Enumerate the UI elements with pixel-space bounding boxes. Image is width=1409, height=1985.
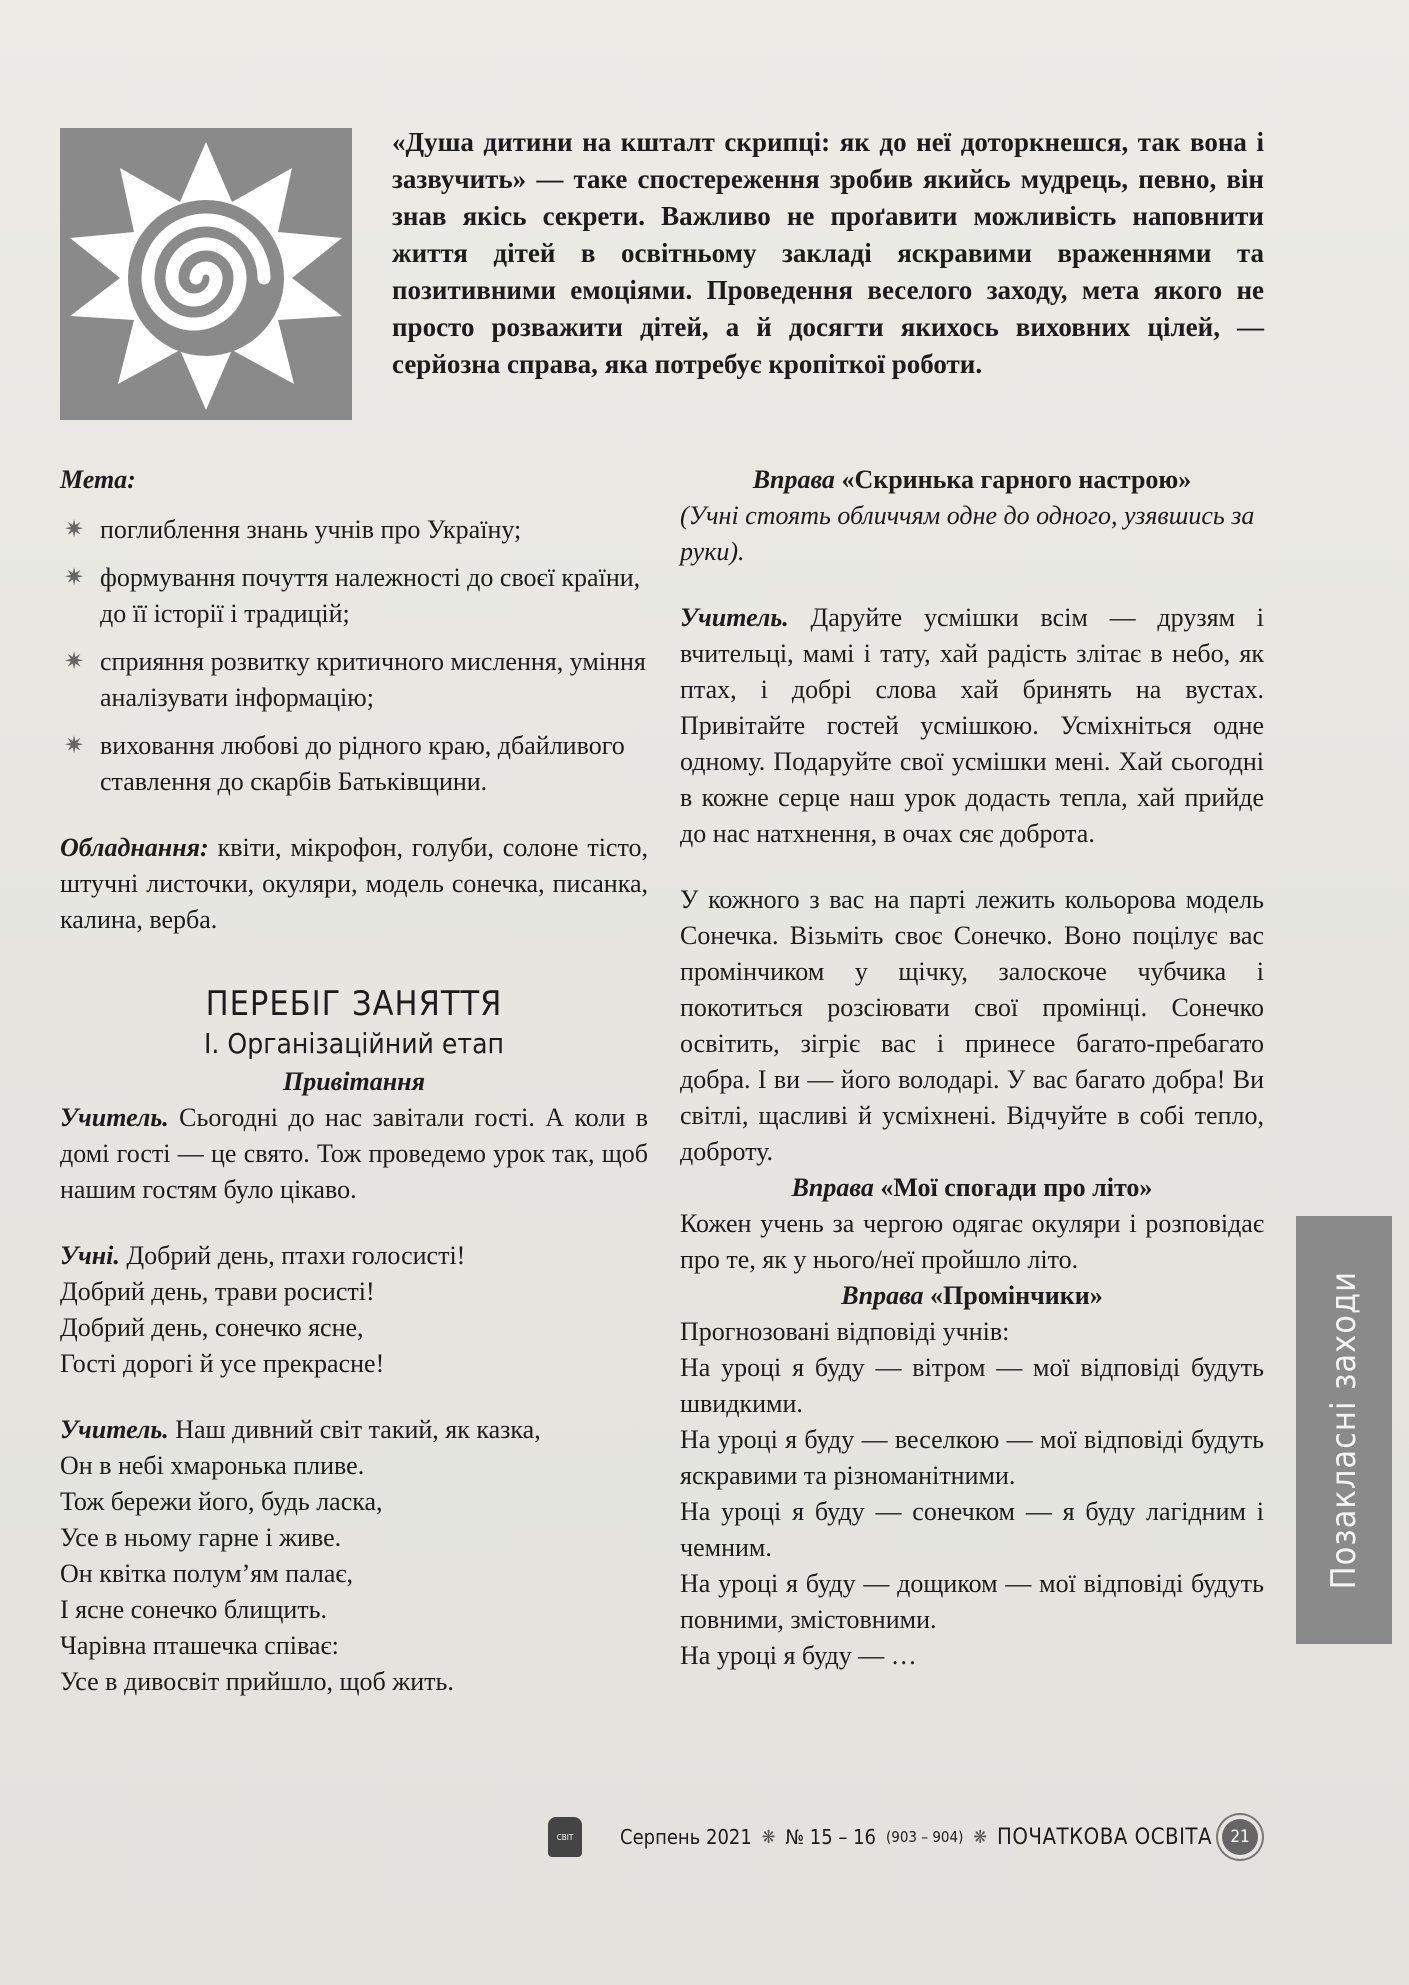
poem-line: Усе в ньому гарне і живе. <box>60 1523 342 1552</box>
issue-number: № 15 – 16 <box>785 1825 876 1849</box>
poem-line: Он квітка полум’ям палає, <box>60 1559 354 1588</box>
equipment-label: Обладнання: <box>60 833 209 862</box>
intro-quote: «Душа дитини на кшталт скрипці: як до неї доторкнешся, так вона і зазвучить» — таке спостереження зробив якийсь мудрець, певно, він знав якісь секрети. Важливо не проґавити можливість наповнити життя дітей в освітньому закладі яскравими враженнями та позитивними емоціями. Проведення веселого заходу, мета якого не просто розважити дітей, а й досягти якихось виховних цілей, — серйозна справа, яка потребує кропіткої роботи. <box>392 127 1264 379</box>
greeting-title: Привітання <box>282 1067 425 1096</box>
magazine-logo-icon: СВІТ <box>548 1817 582 1857</box>
speaker-label: Учні. <box>60 1241 120 1270</box>
asterisk-icon: ✷ <box>64 517 85 543</box>
goal-item: ✷ виховання любові до рідного краю, дбайливого ставлення до скарбів Батьківщини. <box>60 728 648 800</box>
pupils-poem <box>60 1238 648 1382</box>
poem-line: Усе в дивосвіт прийшло, щоб жить. <box>60 1667 454 1696</box>
left-column <box>60 462 648 1700</box>
speaker-label: Учитель. <box>680 603 789 632</box>
answer-item: На уроці я буду — веселкою — мої відповіді будуть яскравими та різноманітними. <box>680 1425 1264 1490</box>
poem-line: І ясне сонечко блищить. <box>60 1595 327 1624</box>
flower-icon: ❋ <box>973 1826 987 1848</box>
answer-item: На уроці я буду — … <box>680 1641 917 1670</box>
speaker-label: Учитель. <box>60 1103 169 1132</box>
speaker-label: Учитель. <box>60 1415 169 1444</box>
goal-item: ✷ поглиблення знань учнів про Україну; <box>60 512 648 548</box>
teacher-poem <box>60 1412 648 1700</box>
equipment <box>60 830 648 938</box>
side-tab-label: Позакласні заходи <box>1324 1270 1364 1590</box>
poem-line: Добрий день, трави росисті! <box>60 1277 375 1306</box>
sun-paragraph: У кожного з вас на парті лежить кольорова модель Сонечка. Візьміть своє Сонечко. Воно поцілує вас промінчиком у щічку, залоскоче чубчика і покотиться розсіювати свої промінці. Сонечко освітить, зігріє вас і принесе багато-пребагато добра. І ви — його володарі. У вас багато добра! Ви світлі, щасливі й усміхнені. Відчуйте в собі тепло, доброту. <box>680 885 1264 1166</box>
sun-logo <box>60 128 352 420</box>
answer-item: На уроці я буду — сонечком — я буду лагідним і чемним. <box>680 1497 1264 1562</box>
poem-line: Учитель. Наш дивний світ такий, як казка, <box>60 1415 541 1444</box>
goal-item: ✷ сприяння розвитку критичного мислення, уміння аналізувати інформацію; <box>60 644 648 716</box>
goal-item: ✷ формування почуття належності до своєї країни, до її історії і традицій; <box>60 560 648 632</box>
exercise-intro: Прогнозовані відповіді учнів: <box>680 1317 1010 1346</box>
equipment-text: квіти, мікрофон, голуби, солоне тісто, штучні листочки, окуляри, модель сонечка, писанка, калина, верба. <box>60 833 648 934</box>
exercise-text: Кожен учень за чергою одягає окуляри і розповідає про те, як у нього/неї пройшло літо. <box>680 1209 1264 1274</box>
exercise-title: Вправа «Промінчики» <box>841 1281 1103 1310</box>
exercise-note: (Учні стоять обличчям одне до одного, узявшись за руки). <box>680 501 1255 566</box>
asterisk-icon: ✷ <box>64 733 85 759</box>
issue-date: Серпень 2021 <box>620 1825 752 1849</box>
asterisk-icon: ✷ <box>64 565 85 591</box>
poem-line: Тож бережи його, будь ласка, <box>60 1487 383 1516</box>
poem-line: Он в небі хмаронька пливе. <box>60 1451 365 1480</box>
answer-item: На уроці я буду — дощиком — мої відповіді будуть повними, змістовними. <box>680 1569 1264 1634</box>
section-title: ПЕРЕБІГ ЗАНЯТТЯ <box>205 984 503 1024</box>
magazine-name: ПОЧАТКОВА ОСВІТА <box>996 1824 1213 1850</box>
teacher-speech: Учитель. Даруйте усмішки всім — друзям і вчительці, мамі і тату, хай радість злітає в небо, як птах, і добрі слова хай бринять на вустах. Привітайте гостей усмішкою. Усміхніться одне одному. Подаруйте свої усмішки мені. Хай сьогодні в кожне серце наш урок додасть тепла, хай прийде до нас натхнення, в очах сяє доброта. <box>680 603 1264 848</box>
poem-line: Учні. Добрий день, птахи голосисті! <box>60 1241 466 1270</box>
right-column <box>680 462 1264 1674</box>
stage-title: І. Організаційний етап <box>203 1027 504 1060</box>
page-footer <box>548 1814 1268 1860</box>
issue-range: (903 – 904) <box>886 1828 964 1846</box>
goal-title: Мета: <box>60 465 136 494</box>
poem-line: Добрий день, сонечко ясне, <box>60 1313 364 1342</box>
page-number: 21 <box>1222 1819 1258 1855</box>
poem-line: Чарівна пташечка співає: <box>60 1631 339 1660</box>
sun-spiral-icon <box>60 128 352 420</box>
teacher-greeting: Учитель. Сьогодні до нас завітали гості. А коли в домі гості — це свято. Тож проведемо урок так, щоб нашим гостям було цікаво. <box>60 1103 648 1204</box>
asterisk-icon: ✷ <box>64 649 85 675</box>
flower-icon: ❋ <box>761 1826 776 1848</box>
poem-line: Гості дорогі й усе прекрасне! <box>60 1349 385 1378</box>
exercise-title: Вправа «Скринька гарного настрою» <box>752 465 1192 494</box>
section-side-tab <box>1296 1216 1392 1644</box>
exercise-title: Вправа «Мої спогади про літо» <box>791 1173 1153 1202</box>
answer-item: На уроці я буду — вітром — мої відповіді будуть швидкими. <box>680 1353 1264 1418</box>
